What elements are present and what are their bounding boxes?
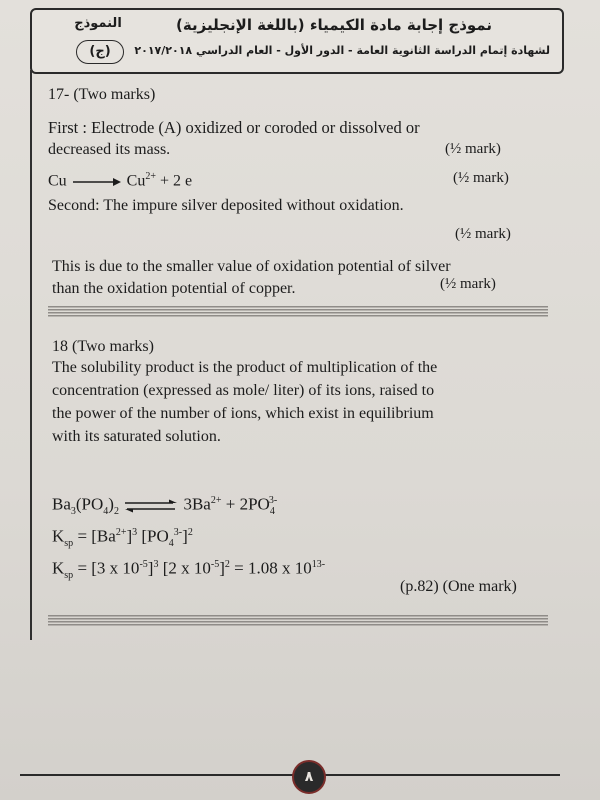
eq-left: Cu: [48, 172, 67, 190]
q17-heading: 17- (Two marks): [48, 86, 156, 103]
section-divider: [48, 306, 548, 318]
right-arrow-icon: [71, 176, 123, 188]
ksp-expression: $K_{sp} = [Ba^{2+}]^3$ $[PO_4^{3-}]^2$: [52, 526, 193, 550]
section-divider-bottom: [48, 615, 548, 627]
eq-right: Cu: [126, 172, 146, 190]
q18-heading: 18 (Two marks): [52, 338, 154, 355]
equilibrium-arrow-icon: [123, 499, 179, 513]
frame-border: [30, 70, 32, 640]
q17-equation: [48, 166, 192, 192]
q18-line2: concentration (expressed as mole/ liter) of its ions, raised to: [52, 382, 435, 399]
q17-first-line2: decreased its mass.: [48, 141, 171, 158]
footer-rule: [20, 774, 560, 776]
q18-line1: The solubility product is the product of multiplication of the: [52, 359, 438, 376]
model-code: (ج): [76, 40, 124, 64]
q17-reason-line2: than the oxidation potential of copper.: [52, 280, 296, 297]
eq-right-tail: + 2 e: [155, 172, 193, 190]
q17-mark-1: (½ mark): [445, 141, 501, 157]
equilibrium-equation: $Ba_3(PO_4)_2$ $3Ba^{2+} + 2PO_4^{3-}$: [52, 494, 278, 518]
document-header: [30, 8, 564, 74]
q17-reason-line1: This is due to the smaller value of oxidation potential of silver: [52, 258, 451, 275]
q18-reference-mark: (p.82) (One mark): [400, 578, 517, 595]
model-label: النموذج: [74, 16, 122, 31]
q17-mark-4: (½ mark): [440, 276, 496, 292]
header-subtitle: لشهادة إتمام الدراسة الثانوية العامة - الدور الأول - العام الدراسي ٢٠١٧/٢٠١٨: [134, 44, 550, 57]
q17-mark-3: (½ mark): [455, 226, 511, 242]
q17-second-line: Second: The impure silver deposited without oxidation.: [48, 197, 404, 214]
q18-line3: the power of the number of ions, which exist in equilibrium: [52, 405, 434, 422]
header-title: نموذج إجابة مادة الكيمياء (باللغة الإنجليزية): [176, 16, 492, 34]
ksp-calculation: $K_{sp} = [3$ x $10^{-5}]^3$ [2 x $10^{-5}]^2 = 1.08$ x $10^{13-}$: [52, 558, 326, 582]
q17-mark-2: (½ mark): [453, 170, 509, 186]
eq-right-charge: 2+: [145, 171, 156, 182]
page-number: ٨: [292, 760, 326, 794]
q18-line4: with its saturated solution.: [52, 428, 221, 445]
q17-first-line1: First : Electrode (A) oxidized or coroded or dissolved or: [48, 118, 420, 137]
